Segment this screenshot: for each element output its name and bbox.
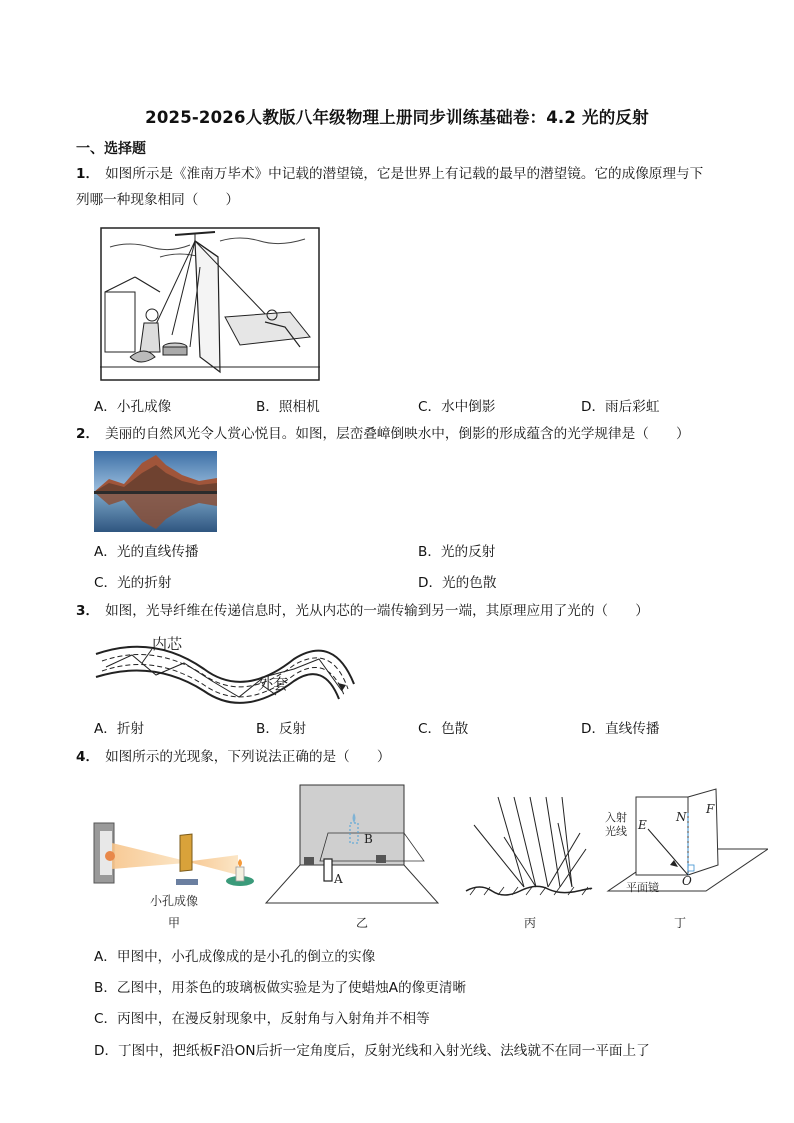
- q2-option-b[interactable]: B．光的反射: [418, 544, 496, 560]
- label-sheath: 外套: [258, 675, 289, 693]
- label-E: E: [638, 818, 647, 832]
- question-number: 1．: [76, 166, 100, 182]
- question-stem-line1: 如图所示是《淮南万毕术》中记载的潜望镜，它是世界上有记载的最早的潜望镜。它的成像原理与下: [105, 166, 704, 182]
- figure-ding: [605, 789, 768, 930]
- label-jia: 甲: [168, 916, 181, 930]
- label-yi: 乙: [356, 916, 369, 930]
- q1-option-c[interactable]: C．水中倒影: [418, 399, 496, 415]
- label-ding: 丁: [674, 916, 687, 930]
- periscope-figure: [100, 227, 320, 382]
- jia-caption: 小孔成像: [150, 894, 199, 908]
- figure-jia: [94, 823, 254, 930]
- q4-four-figures: [88, 783, 768, 933]
- label-N: N: [676, 810, 687, 824]
- question-3: [76, 598, 756, 624]
- label-F: F: [706, 802, 715, 816]
- optical-fiber-figure: [94, 629, 359, 709]
- q2-option-a[interactable]: A．光的直线传播: [94, 544, 199, 560]
- question-number: 4．: [76, 749, 100, 765]
- label-core: 内芯: [152, 635, 183, 653]
- q3-option-a[interactable]: A．折射: [94, 721, 145, 737]
- label-incident-1: 入射: [605, 811, 627, 824]
- q1-option-b[interactable]: B．照相机: [256, 399, 320, 415]
- question-2: [76, 421, 756, 447]
- question-stem-line2: 列哪一种现象相同（ ）: [76, 192, 240, 208]
- q1-option-d[interactable]: D．雨后彩虹: [581, 399, 660, 415]
- q4-option-c[interactable]: C．丙图中，在漫反射现象中，反射角与入射角并不相等: [94, 1011, 430, 1027]
- label-O: O: [682, 874, 692, 888]
- mountain-reflection-photo: [94, 451, 217, 532]
- q4-option-d[interactable]: D．丁图中，把纸板F沿ON后折一定角度后，反射光线和入射光线、法线就不在同一平面上了: [94, 1043, 650, 1059]
- q3-option-d[interactable]: D．直线传播: [581, 721, 660, 737]
- figure-bing: [466, 797, 592, 930]
- label-B: B: [364, 832, 373, 846]
- question-1: [76, 161, 756, 213]
- q2-option-d[interactable]: D．光的色散: [418, 575, 497, 591]
- question-4: [76, 744, 756, 770]
- q3-option-b[interactable]: B．反射: [256, 721, 307, 737]
- q2-option-c[interactable]: C．光的折射: [94, 575, 172, 591]
- question-number: 3．: [76, 603, 100, 619]
- label-mirror: 平面镜: [626, 881, 659, 894]
- label-bing: 丙: [524, 916, 537, 930]
- label-incident-2: 光线: [605, 825, 627, 838]
- question-stem: 美丽的自然风光令人赏心悦目。如图，层峦叠嶂倒映水中，倒影的形成蕴含的光学规律是（ ）: [105, 426, 690, 442]
- q4-option-a[interactable]: A．甲图中，小孔成像成的是小孔的倒立的实像: [94, 949, 376, 965]
- figure-yi: [266, 785, 438, 930]
- label-A: A: [334, 872, 343, 886]
- section-heading: 一、选择题: [76, 141, 146, 157]
- question-stem: 如图所示的光现象，下列说法正确的是（ ）: [105, 749, 391, 765]
- question-stem: 如图，光导纤维在传递信息时，光从内芯的一端传输到另一端，其原理应用了光的（ ）: [105, 603, 649, 619]
- q1-option-a[interactable]: A．小孔成像: [94, 399, 172, 415]
- page-title: 2025-2026人教版八年级物理上册同步训练基础卷：4.2 光的反射: [145, 108, 649, 127]
- q4-option-b[interactable]: B．乙图中，用茶色的玻璃板做实验是为了使蜡烛A的像更清晰: [94, 980, 467, 996]
- question-number: 2．: [76, 426, 100, 442]
- q3-option-c[interactable]: C．色散: [418, 721, 469, 737]
